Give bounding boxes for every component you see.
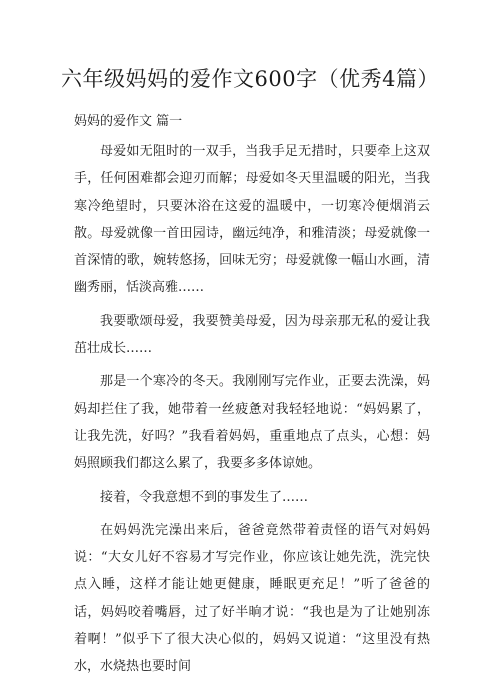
paragraph: 接着，令我意想不到的事发生了……: [100, 489, 309, 505]
document-title: 六年级妈妈的爱作文600字（优秀4篇）: [61, 67, 439, 91]
paragraph: 母爱如无阻时的一双手，当我手足无措时，只要牵上这双手，任何困难都会迎刃而解；母爱如冬天里温暖的阳光，当我寒冷绝望时，只要沐浴在这爱的温暖中，一切寒冷便烟消云散。母爱就像一首田园诗，幽远纯净，和雅清淡；母爱就像一首深情的歌，婉转悠扬，回味无穷；母爱就像一幅山水画，清幽秀丽，恬淡高雅……: [74, 144, 430, 296]
paragraph: 那是一个寒冷的冬天。我刚刚写完作业，正要去洗澡，妈妈却拦住了我，她带着一丝疲惫对我轻轻地说：“妈妈累了，让我先洗，好吗？”我看着妈妈，重重地点了点头，心想：妈妈照顾我们都这么累了，我要多多体谅她。: [74, 374, 430, 472]
paragraph: 我要歌颂母爱，我要赞美母爱，因为母亲那无私的爱让我茁壮成长……: [74, 313, 430, 357]
section-heading: 妈妈的爱作文 篇一: [74, 114, 183, 129]
essay-body: [74, 138, 430, 687]
paragraph: 在妈妈洗完澡出来后，爸爸竟然带着责怪的语气对妈妈说：“大女儿好不容易才写完作业，你应该让她先洗，洗完快点入睡，这样才能让她更健康，睡眠更充足！”听了爸爸的话，妈妈咬着嘴唇，过了好半晌才说：“我也是为了让她别冻着啊！”似乎下了很大决心似的，妈妈又说道：“这里没有热水，水烧热也要时间: [74, 522, 430, 675]
